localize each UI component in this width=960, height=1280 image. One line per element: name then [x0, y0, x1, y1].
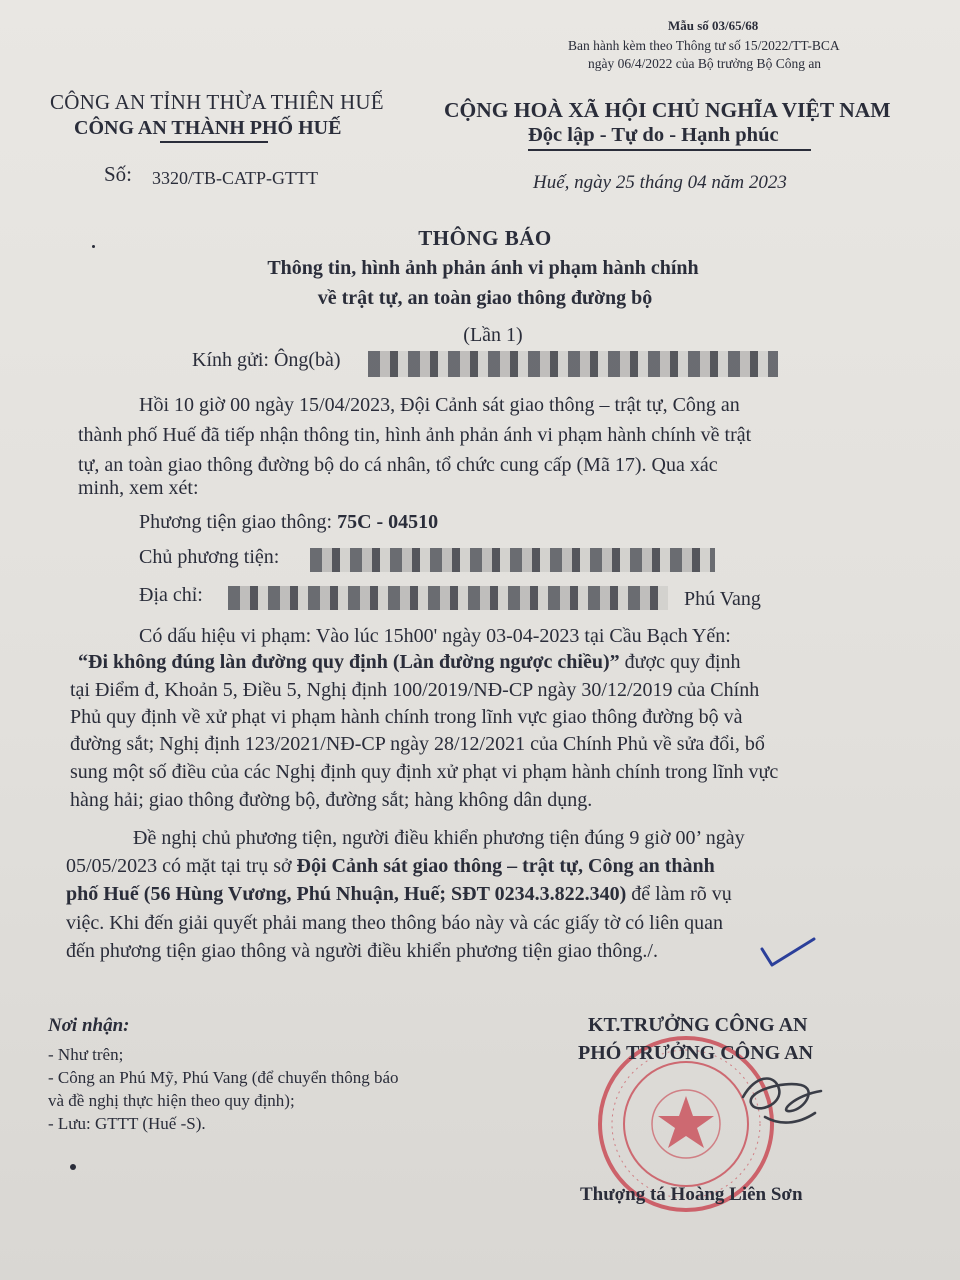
vehicle-row — [139, 511, 438, 534]
handwritten-signature-icon — [735, 1055, 835, 1145]
recipient-item: - Công an Phú Mỹ, Phú Vang (để chuyển thông báo — [48, 1068, 399, 1087]
motto-underline — [528, 149, 811, 151]
form-issued-line-1: Ban hành kèm theo Thông tư số 15/2022/TT-BCA — [568, 38, 840, 53]
notice-round: (Lần 1) — [463, 324, 523, 346]
agency-parent: CÔNG AN TỈNH THỪA THIÊN HUẾ — [50, 90, 384, 114]
paragraph-2-line: đường sắt; Nghị định 123/2021/NĐ-CP ngày 28/12/2021 của Chính Phủ về sửa đổi, bổ — [70, 733, 765, 755]
recipient-label: Kính gửi: Ông(bà) — [192, 349, 341, 371]
violation-tail: được quy định — [619, 651, 741, 673]
paragraph-3-line — [66, 855, 715, 878]
form-number: Mẫu số 03/65/68 — [668, 18, 759, 33]
address-district: Phú Vang — [684, 588, 761, 610]
paragraph-3-line: Đề nghị chủ phương tiện, người điều khiển phương tiện đúng 9 giờ 00’ ngày — [133, 827, 745, 849]
paragraph-3-line — [66, 883, 732, 906]
national-motto: Độc lập - Tự do - Hạnh phúc — [528, 124, 779, 146]
violation-line — [78, 651, 741, 674]
form-issued-line-2: ngày 06/4/2022 của Bộ trưởng Bộ Công an — [588, 56, 822, 71]
vehicle-label: Phương tiện giao thông: — [139, 511, 333, 533]
address-label: Địa chỉ: — [139, 584, 203, 606]
paragraph-2-line: Có dấu hiệu vi phạm: Vào lúc 15h00' ngày 03-04-2023 tại Cầu Bạch Yến: — [139, 625, 731, 647]
paragraph-1-line: Hồi 10 giờ 00 ngày 15/04/2023, Đội Cảnh sát giao thông – trật tự, Công an — [139, 394, 740, 416]
recipients-title: Nơi nhận: — [48, 1015, 130, 1036]
office-name: Đội Cảnh sát giao thông – trật tự, Công an thành — [296, 855, 715, 877]
vehicle-plate: 75C - 04510 — [337, 511, 439, 533]
agency-name: CÔNG AN THÀNH PHỐ HUẾ — [74, 117, 342, 139]
paragraph-2-line: Phủ quy định về xử phạt vi phạm hành chính trong lĩnh vực giao thông đường bộ và — [70, 706, 743, 728]
recipient-item: và đề nghị thực hiện theo quy định); — [48, 1091, 295, 1110]
paragraph-3-line: việc. Khi đến giải quyết phải mang theo thông báo này và các giấy tờ có liên quan — [66, 912, 724, 934]
document-number: 3320/TB-CATP-GTTT — [152, 168, 318, 188]
paragraph-2-line: hàng hải; giao thông đường bộ, đường sắt; hàng không dân dụng. — [70, 789, 593, 811]
paragraph-2-line: sung một số điều của các Nghị định quy định xử phạt vi phạm hành chính trong lĩnh vực — [70, 761, 779, 783]
owner-label: Chủ phương tiện: — [139, 546, 280, 568]
signature-title-2: PHÓ TRƯỞNG CÔNG AN — [578, 1042, 814, 1064]
pen-check-mark — [758, 935, 818, 970]
recipient-item: - Lưu: GTTT (Huế -S). — [48, 1114, 206, 1133]
paragraph-1-line: tự, an toàn giao thông đường bộ do cá nhân, tổ chức cung cấp (Mã 17). Qua xác — [78, 454, 718, 476]
nation-title: CỘNG HOÀ XÃ HỘI CHỦ NGHĨA VIỆT NAM — [444, 98, 891, 122]
paragraph-1-line: thành phố Huế đã tiếp nhận thông tin, hình ảnh phản ánh vi phạm hành chính về trật — [78, 424, 752, 446]
document-title: THÔNG BÁO — [418, 226, 552, 250]
redacted-owner-name — [310, 548, 715, 572]
signature-title-1: KT.TRƯỞNG CÔNG AN — [588, 1014, 808, 1036]
speck — [70, 1164, 76, 1170]
document-subtitle-1: Thông tin, hình ảnh phản ánh vi phạm hành chính — [267, 257, 699, 279]
paragraph-2-line: tại Điểm đ, Khoản 5, Điều 5, Nghị định 100/2019/NĐ-CP ngày 30/12/2019 của Chính — [70, 679, 760, 701]
document-subtitle-2: về trật tự, an toàn giao thông đường bộ — [317, 287, 653, 309]
signer-name: Thượng tá Hoàng Liên Sơn — [580, 1184, 803, 1205]
document-number-label: Số: — [104, 162, 133, 186]
paragraph-3-line: đến phương tiện giao thông và người điều khiển phương tiện giao thông./. — [66, 940, 658, 962]
paragraph-1-line: minh, xem xét: — [78, 477, 199, 499]
place-date: Huế, ngày 25 tháng 04 năm 2023 — [533, 172, 787, 193]
office-address: phố Huế (56 Hùng Vương, Phú Nhuận, Huế; SĐT 0234.3.822.340) — [66, 883, 627, 905]
redacted-address — [228, 586, 668, 610]
agency-underline — [160, 141, 268, 143]
paragraph-3-text: để làm rõ vụ — [626, 883, 732, 905]
recipient-item: - Như trên; — [48, 1045, 124, 1064]
redacted-recipient-name — [368, 351, 778, 377]
violation-description: “Đi không đúng làn đường quy định (Làn đường ngược chiều)” — [78, 651, 620, 673]
paragraph-3-text: 05/05/2023 có mặt tại trụ sở — [66, 855, 297, 877]
